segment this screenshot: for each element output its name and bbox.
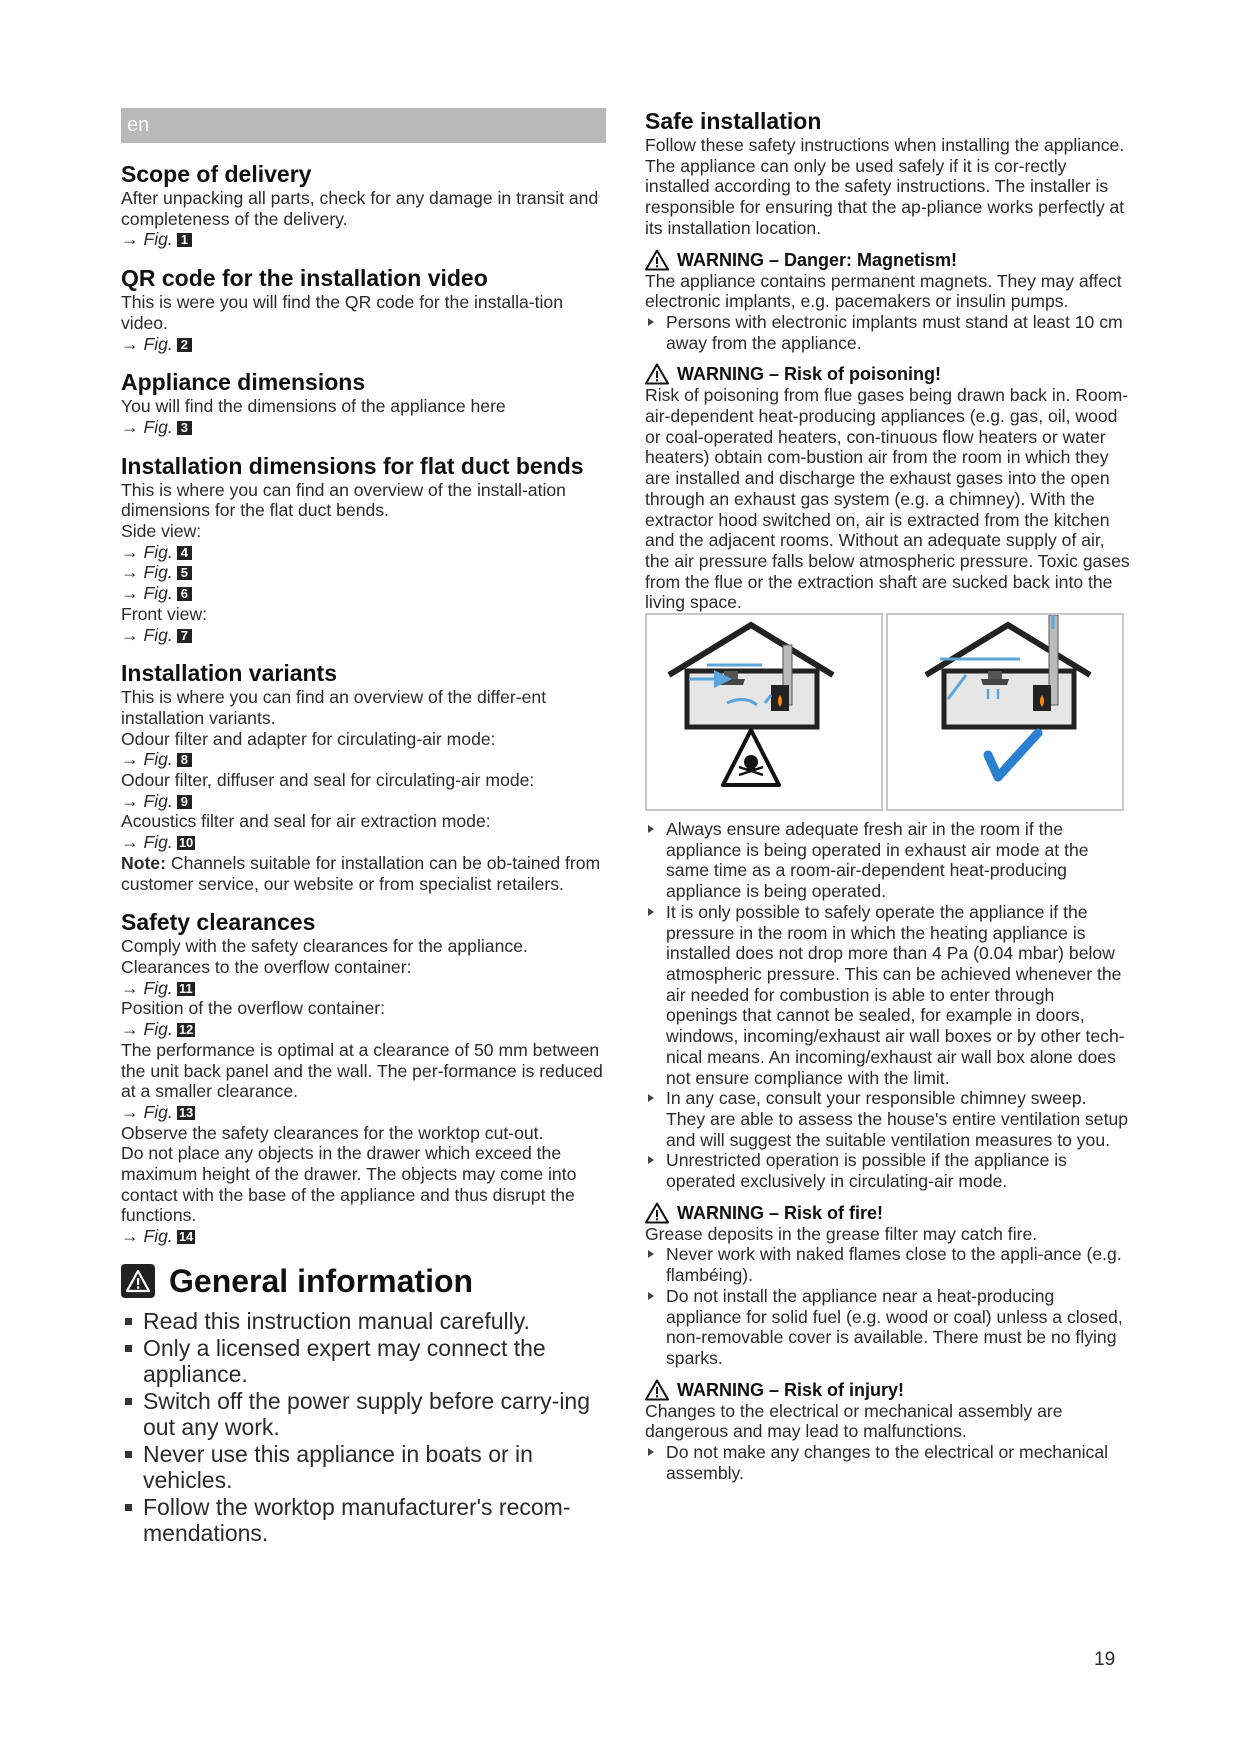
- list-item: It is only possible to safely operate the appliance if the pressure in the room in which the heating appliance is installed does not drop more than 4 Pa (0.04 mbar) below atmospheric pressure. This can be achieved whenever the air needed for combustion is able to enter through openings that cannot be sealed, for example in doors, windows, incoming/exhaust air wall boxes or by other tech-nical means. An incoming/exhaust air wall box alone does not ensure compliance with the limit.: [645, 902, 1130, 1088]
- list-item: In any case, consult your responsible chimney sweep. They are able to assess the house's entire ventilation setup and will suggest the suitable ventilation measures to you.: [645, 1088, 1130, 1150]
- warning-poisoning-heading: WARNING – Risk of poisoning!: [645, 363, 1130, 385]
- section-dimensions: [121, 369, 606, 437]
- warning-triangle-icon: [645, 363, 669, 385]
- fig-ref[interactable]: → Fig. 5: [121, 562, 606, 583]
- page-number: 19: [1094, 1649, 1116, 1670]
- warning-fire-heading: WARNING – Risk of fire!: [645, 1202, 1130, 1224]
- variants-heading: Installation variants: [121, 660, 338, 687]
- safe-installation-heading: Safe installation: [645, 108, 822, 134]
- warning-triangle-icon: [645, 1202, 669, 1224]
- section-qr: [121, 265, 606, 354]
- variant-b: Odour filter, diffuser and seal for circulating-air mode:: [121, 770, 535, 791]
- language-bar: [121, 108, 606, 143]
- list-item: Never work with naked flames close to the appli-ance (e.g. flambéing).: [645, 1244, 1130, 1285]
- general-info-item: Follow the worktop manufacturer's recom-mendations.: [121, 1494, 606, 1546]
- ventilation-diagram: [645, 613, 1130, 811]
- qr-text: This is were you will find the QR code for the installa-tion video.: [121, 292, 563, 333]
- section-scope: [121, 161, 606, 250]
- warning-triangle-icon: [645, 1379, 669, 1401]
- fig-ref[interactable]: → Fig. 8: [121, 749, 606, 770]
- right-column: [645, 108, 1130, 1483]
- drawer-text: Do not place any objects in the drawer which exceed the maximum height of the drawer. The objects may come into contact with the base of the appliance and thus disrupt the functions.: [121, 1143, 577, 1226]
- warning-fire-text: Grease deposits in the grease filter may catch fire.: [645, 1223, 1038, 1244]
- scope-heading: Scope of delivery: [121, 161, 312, 187]
- warning-injury-text: Changes to the electrical or mechanical assembly are dangerous and may lead to malfunctions.: [645, 1400, 1063, 1442]
- overflow-position: Position of the overflow container:: [121, 998, 386, 1019]
- warning-injury-heading: WARNING – Risk of injury!: [645, 1379, 1130, 1401]
- dimensions-heading: Appliance dimensions: [121, 369, 366, 396]
- left-column: [121, 108, 606, 1547]
- warning-magnetism-list: [645, 312, 1130, 353]
- general-info-item: Only a licensed expert may connect the appliance.: [121, 1335, 606, 1387]
- variants-text: This is where you can find an overview of the differ-ent installation variants.: [121, 687, 547, 728]
- warning-poisoning-text: Risk of poisoning from flue gases being drawn back in. Room-air-dependent heat-producing appliances (e.g. gas, oil, wood or coal-operated heaters, con-tinuous flow heaters or water heaters) obtain com-bustion air from the room in which they are installed and discharge the exhaust gases into the open through an exhaust gas system (e.g. a chimney). With the extractor hood switched on, air is extracted from the kitchen and the adjacent rooms. Without an adequate supply of air, the air pressure falls below atmospheric pressure. Toxic gases from the flue or the extraction shaft are sucked back into the living space.: [645, 385, 1130, 613]
- list-item: Always ensure adequate fresh air in the room if the appliance is being operated in exhaust air mode at the same time as a room-air-dependent heat-producing appliance is being operated.: [645, 819, 1130, 902]
- front-view-label: Front view:: [121, 603, 208, 624]
- general-info-list: [121, 1308, 606, 1546]
- fig-ref[interactable]: → Fig. 1: [121, 229, 606, 250]
- general-info-item: Never use this appliance in boats or in vehicles.: [121, 1441, 606, 1493]
- general-info-item: Switch off the power supply before carry-ing out any work.: [121, 1388, 606, 1440]
- warning-poisoning-list: [645, 819, 1130, 1192]
- clearances-text: Comply with the safety clearances for the appliance. Clearances to the overflow container:: [121, 936, 528, 977]
- general-info-title: General information: [169, 1262, 474, 1299]
- warning-triangle-icon: [645, 249, 669, 271]
- diagram-panel-safe: [886, 613, 1124, 811]
- variant-a: Odour filter and adapter for circulating-air mode:: [121, 728, 496, 749]
- warning-fire-list: [645, 1244, 1130, 1368]
- safe-installation-p1: Follow these safety instructions when installing the appliance.: [645, 135, 1125, 155]
- variants-note: Note: Channels suitable for installation can be ob-tained from customer service, our website or from specialist retailers.: [121, 852, 601, 894]
- clearances-heading: Safety clearances: [121, 909, 316, 936]
- general-info-item: Read this instruction manual carefully.: [121, 1308, 606, 1334]
- fig-ref[interactable]: → Fig. 6: [121, 583, 606, 604]
- scope-text: After unpacking all parts, check for any damage in transit and completeness of the delivery.: [121, 188, 599, 229]
- language-code: en: [127, 114, 150, 136]
- fig-ref[interactable]: → Fig. 14: [121, 1226, 194, 1247]
- fig-ref[interactable]: → Fig. 12: [121, 1019, 194, 1040]
- list-item: Unrestricted operation is possible if the appliance is operated exclusively in circulating-air mode.: [645, 1150, 1130, 1191]
- fig-ref[interactable]: → Fig. 11: [121, 977, 193, 998]
- fig-ref[interactable]: → Fig. 9: [121, 791, 606, 812]
- flat-duct-text: This is where you can find an overview of the install-ation dimensions for the flat duct bends.: [121, 479, 566, 521]
- flat-duct-heading: Installation dimensions for flat duct bends: [121, 452, 584, 479]
- fig-ref[interactable]: → Fig. 13: [121, 1101, 194, 1122]
- warning-injury-list: [645, 1442, 1130, 1483]
- fig-ref[interactable]: → Fig. 4: [121, 542, 606, 563]
- performance-text: The performance is optimal at a clearance of 50 mm between the unit back panel and the wall. The per-formance is reduced at a smaller clearance.: [121, 1039, 603, 1102]
- section-variants: [121, 660, 606, 894]
- worktop-text: Observe the safety clearances for the worktop cut-out.: [121, 1122, 544, 1143]
- general-info-heading: [121, 1263, 606, 1300]
- fig-ref[interactable]: → Fig. 3: [121, 417, 606, 438]
- warning-icon: [121, 1264, 155, 1298]
- fig-ref[interactable]: → Fig. 7: [121, 625, 606, 646]
- qr-heading: QR code for the installation video: [121, 265, 488, 292]
- side-view-label: Side view:: [121, 521, 202, 542]
- fig-ref[interactable]: → Fig. 2: [121, 334, 606, 355]
- fig-ref[interactable]: → Fig. 10: [121, 832, 194, 853]
- list-item: Do not make any changes to the electrical or mechanical assembly.: [645, 1442, 1130, 1483]
- diagram-panel-unsafe: [645, 613, 883, 811]
- safe-installation-p2: The appliance can only be used safely if it is cor-rectly installed according to the safety instructions. The installer is responsible for ensuring that the ap-pliance works perfectly at its installation location.: [645, 155, 1125, 238]
- dimensions-text: You will find the dimensions of the appliance here: [121, 396, 506, 417]
- list-item: Persons with electronic implants must stand at least 10 cm away from the appliance.: [645, 312, 1130, 353]
- warning-magnetism-text: The appliance contains permanent magnets. They may affect electronic implants, e.g. pacemakers or insulin pumps.: [645, 270, 1122, 312]
- section-flat-duct: [121, 453, 606, 646]
- variant-c: Acoustics filter and seal for air extraction mode:: [121, 811, 491, 832]
- list-item: Do not install the appliance near a heat-producing appliance for solid fuel (e.g. wood or coal) unless a closed, non-removable cover is available. There must be no flying sparks.: [645, 1286, 1130, 1369]
- section-clearances: [121, 909, 606, 1247]
- warning-magnetism-heading: WARNING – Danger: Magnetism!: [645, 249, 1130, 271]
